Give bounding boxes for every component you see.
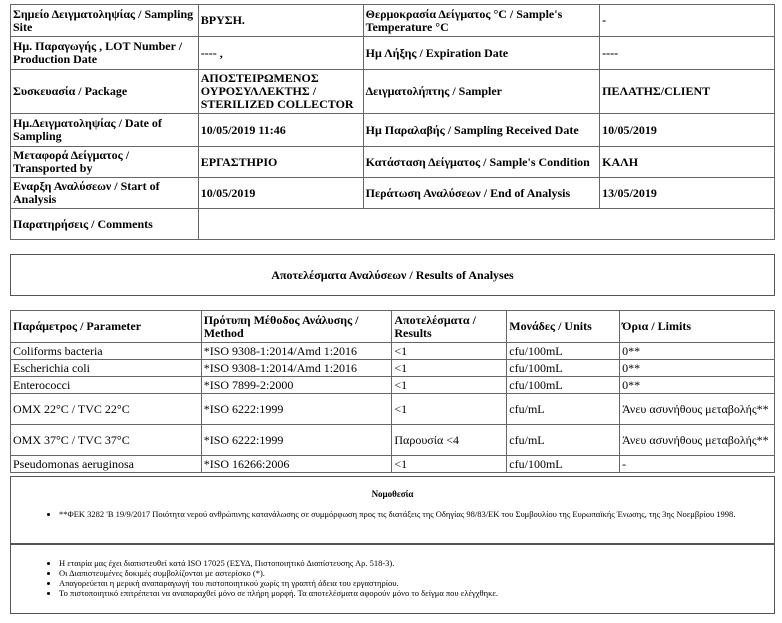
units-cell: cfu/100mL (507, 343, 620, 360)
legislation-title: Νομοθεσία (371, 489, 414, 499)
units-cell: cfu/100mL (507, 456, 620, 473)
header-units: Μονάδες / Units (507, 311, 620, 343)
sampling-site-label: Σημείο Δειγματοληψίας / Sampling Site (11, 5, 199, 37)
result-cell: Παρουσία <4 (392, 425, 507, 456)
units-cell: cfu/mL (507, 425, 620, 456)
method-cell: *ISO 7899-2:2000 (201, 377, 392, 394)
method-cell: *ISO 6222:1999 (201, 425, 392, 456)
header-parameter: Παράμετρος / Parameter (11, 311, 202, 343)
results-table (10, 310, 775, 473)
units-cell: cfu/mL (507, 394, 620, 425)
result-cell: <1 (392, 377, 507, 394)
table-row (11, 360, 775, 377)
limits-cell: Άνευ ασυνήθους μεταβολής** (620, 394, 775, 425)
parameter-cell: Coliforms bacteria (11, 343, 202, 360)
note-item: • Απαγορεύεται η μερική αναπαραγωγή του πιστοποιητικού χωρίς τη γραπτή άδεια του εργαστηρίου. (59, 578, 774, 588)
condition-value: ΚΑΛΗ (600, 147, 775, 178)
note-item: • Το πιστοποιητικό επιτρέπεται να αναπαραχθεί μόνο σε πλήρη μορφή. Τα αποτελέσματα αφορούν μόνο το δείγμα που ελέγχθηκε. (59, 588, 774, 598)
received-value: 10/05/2019 (600, 114, 775, 147)
parameter-cell: Enterococci (11, 377, 202, 394)
transported-value: ΕΡΓΑΣΤΗΡΙΟ (198, 147, 363, 178)
sampler-label: Δειγματολήπτης / Sampler (363, 70, 600, 114)
comments-label: Παρατηρήσεις / Comments (11, 209, 199, 240)
date-sampling-value: 10/05/2019 11:46 (198, 114, 363, 147)
limits-cell: 0** (620, 360, 775, 377)
parameter-cell: ΟΜΧ 22°C / TVC 22°C (11, 394, 202, 425)
lot-label: Ημ. Παραγωγής , LOT Number / Production Date (11, 37, 199, 70)
limits-cell: 0** (620, 377, 775, 394)
sample-temp-value: - (600, 5, 775, 37)
legislation-item: • **ΦΕΚ 3282 'Β 19/9/2017 Ποιότητα νερού ανθρώπινης κατανάλωσης σε συμμόρφωση προς τις διατάξεις της Οδηγίας 98/83/ΕΚ του Συμβουλίου της Ευρωπαϊκής Ένωσης, της 3ης Νοεμβρίου 1998. (59, 509, 768, 519)
comments-value (198, 209, 774, 240)
result-cell: <1 (392, 343, 507, 360)
table-row (11, 425, 775, 456)
table-row (11, 456, 775, 473)
method-cell: *ISO 6222:1999 (201, 394, 392, 425)
received-label: Ημ Παραλαβής / Sampling Received Date (363, 114, 600, 147)
notes-box (10, 544, 775, 614)
note-item: • Οι Διαπιστευμένες δοκιμές συμβολίζονται με αστερίσκο (*). (59, 568, 774, 578)
legislation-box (10, 476, 775, 544)
result-cell: <1 (392, 456, 507, 473)
header-results: Αποτελέσματα / Results (392, 311, 507, 343)
parameter-cell: Pseudomonas aeruginosa (11, 456, 202, 473)
expiration-value: ---- (600, 37, 775, 70)
parameter-cell: Escherichia coli (11, 360, 202, 377)
method-cell: *ISO 9308-1:2014/Amd 1:2016 (201, 360, 392, 377)
sampler-value: ΠΕΛΑΤΗΣ/CLIENT (600, 70, 775, 114)
start-label: Εναρξη Αναλύσεων / Start of Analysis (11, 178, 199, 209)
start-value: 10/05/2019 (198, 178, 363, 209)
method-cell: *ISO 9308-1:2014/Amd 1:2016 (201, 343, 392, 360)
method-cell: *ISO 16266:2006 (201, 456, 392, 473)
limits-cell: Άνευ ασυνήθους μεταβολής** (620, 425, 775, 456)
units-cell: cfu/100mL (507, 377, 620, 394)
table-row (11, 343, 775, 360)
limits-cell: - (620, 456, 775, 473)
header-method: Πρότυπη Μέθοδος Ανάλυσης / Method (201, 311, 392, 343)
lot-value: ---- , (198, 37, 363, 70)
package-value: ΑΠΟΣΤΕΙΡΩΜΕΝΟΣ ΟΥΡΟΣΥΛΛΕΚΤΗΣ / STERILIZED COLLECTOR (198, 70, 363, 114)
package-label: Συσκευασία / Package (11, 70, 199, 114)
sampling-site-value: ΒΡΥΣΗ. (198, 5, 363, 37)
table-row (11, 394, 775, 425)
transported-label: Μεταφορά Δείγματος / Transported by (11, 147, 199, 178)
note-item: • Η εταιρία μας έχει διαπιστευθεί κατά ISO 17025 (ΕΣΥΔ, Πιστοποιητικό Διαπίστευσης Αρ. 518-3). (59, 558, 774, 568)
results-title: Αποτελέσματα Αναλύσεων / Results of Analyses (271, 267, 514, 282)
result-cell: <1 (392, 394, 507, 425)
sample-temp-label: Θερμοκρασία Δείγματος °C / Sample's Temperature °C (363, 5, 600, 37)
units-cell: cfu/100mL (507, 360, 620, 377)
sample-info-table (10, 4, 775, 240)
parameter-cell: ΟΜΧ 37°C / TVC 37°C (11, 425, 202, 456)
end-value: 13/05/2019 (600, 178, 775, 209)
results-title-box (10, 254, 775, 296)
result-cell: <1 (392, 360, 507, 377)
date-sampling-label: Ημ.Δειγματοληψίας / Date of Sampling (11, 114, 199, 147)
header-limits: Όρια / Limits (620, 311, 775, 343)
limits-cell: 0** (620, 343, 775, 360)
end-label: Περάτωση Αναλύσεων / End of Analysis (363, 178, 600, 209)
condition-label: Κατάσταση Δείγματος / Sample's Condition (363, 147, 600, 178)
expiration-label: Ημ Λήξης / Expiration Date (363, 37, 600, 70)
table-row (11, 377, 775, 394)
